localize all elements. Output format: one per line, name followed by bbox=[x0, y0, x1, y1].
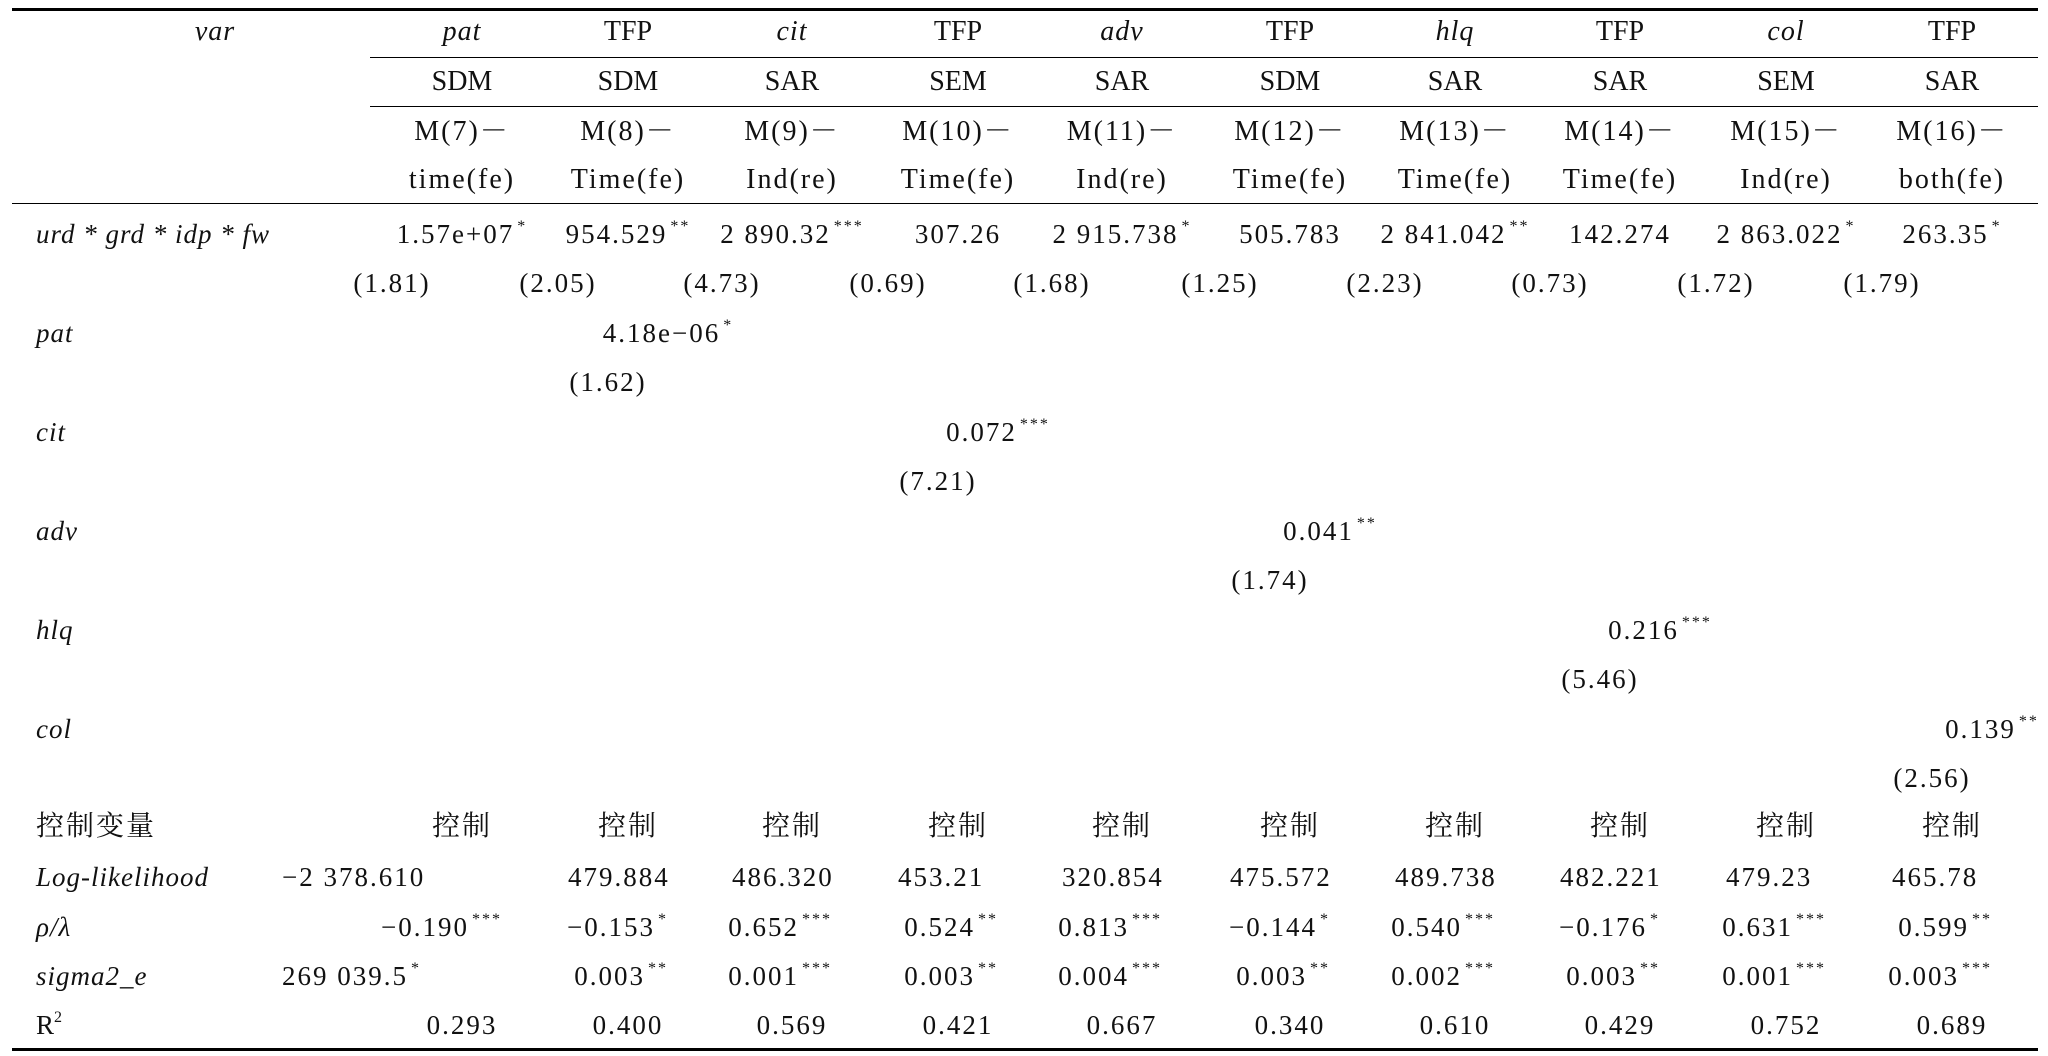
rho-3-text: 0.524 bbox=[904, 912, 975, 942]
hlq-t-text: (5.46) bbox=[1561, 664, 1639, 694]
header-spec-b-8-text: Ind(re) bbox=[1740, 164, 1832, 195]
header-spec-a-3-text: M(10)－ bbox=[902, 116, 1014, 147]
r2-3-text: 0.421 bbox=[922, 1010, 994, 1040]
header-var-9-text: col bbox=[1767, 16, 1805, 47]
bottom-rule bbox=[12, 1048, 2038, 1051]
header-spec-a-5 bbox=[1207, 117, 1373, 147]
controls-9-text: 控制 bbox=[1921, 809, 1982, 842]
hlq-t bbox=[1517, 664, 1683, 694]
interaction-t-6 bbox=[1302, 268, 1468, 298]
rho-7-significance: * bbox=[1650, 911, 1660, 928]
controls-4 bbox=[1039, 811, 1205, 841]
row-label-loglik-text: Log-likelihood bbox=[36, 862, 209, 892]
header-model-8-text: SEM bbox=[1757, 66, 1815, 97]
sigma-6-text: 0.002 bbox=[1391, 961, 1462, 991]
interaction-t-5 bbox=[1137, 268, 1303, 298]
header-var-2 bbox=[545, 17, 711, 47]
header-spec-a-3 bbox=[875, 117, 1041, 147]
pat-t bbox=[525, 367, 691, 397]
sigma-9-significance: *** bbox=[1962, 960, 1992, 977]
interaction-coef-9-significance: * bbox=[1991, 218, 2002, 235]
interaction-t-1-text: (2.05) bbox=[519, 268, 597, 298]
r2-6-text: 0.610 bbox=[1419, 1010, 1491, 1040]
col-coef-significance: ** bbox=[2018, 713, 2039, 730]
header-model-7 bbox=[1537, 67, 1703, 97]
header-spec-a-6-text: M(13)－ bbox=[1399, 116, 1511, 147]
controls-6 bbox=[1372, 811, 1538, 841]
r2-9 bbox=[1869, 1010, 2035, 1040]
interaction-t-9-text: (1.79) bbox=[1843, 268, 1921, 298]
header-bottom-rule bbox=[12, 203, 2038, 204]
header-spec-b-6 bbox=[1372, 165, 1538, 195]
interaction-coef-1-significance: ** bbox=[670, 218, 691, 235]
header-model-0-text: SDM bbox=[431, 66, 493, 97]
r2-0-text: 0.293 bbox=[426, 1010, 498, 1040]
interaction-coef-7-text: 142.274 bbox=[1569, 219, 1671, 249]
sigma-0-significance: * bbox=[411, 960, 421, 977]
rho-7-text: −0.176 bbox=[1559, 912, 1647, 942]
header-var-1-text: pat bbox=[442, 16, 482, 47]
interaction-coef-5-text: 505.783 bbox=[1239, 219, 1341, 249]
interaction-coef-4 bbox=[1039, 219, 1205, 249]
header-var-5 bbox=[1039, 17, 1205, 47]
header-spec-b-2-text: Ind(re) bbox=[746, 164, 838, 195]
header-var-3-text: cit bbox=[776, 16, 808, 47]
rho-6-text: 0.540 bbox=[1391, 912, 1462, 942]
row-label-pat bbox=[36, 318, 74, 348]
interaction-t-3 bbox=[805, 268, 971, 298]
sigma-2-significance: *** bbox=[802, 960, 832, 977]
sigma-0-text: 269 039.5 bbox=[282, 961, 408, 991]
interaction-t-2 bbox=[639, 268, 805, 298]
interaction-coef-1-text: 954.529 bbox=[565, 219, 668, 249]
header-model-2-text: SAR bbox=[764, 66, 820, 97]
loglik-0 bbox=[282, 862, 425, 892]
pat-coef-text: 4.18e−06 bbox=[602, 318, 721, 348]
adv-coef-text: 0.041 bbox=[1283, 516, 1354, 546]
interaction-t-0 bbox=[309, 268, 475, 298]
interaction-t-5-text: (1.25) bbox=[1181, 268, 1259, 298]
row-label-pat-text: pat bbox=[36, 318, 74, 348]
interaction-coef-4-significance: * bbox=[1181, 218, 1192, 235]
rho-8-text: 0.631 bbox=[1722, 912, 1793, 942]
rho-5-significance: * bbox=[1320, 911, 1330, 928]
pat-t-text: (1.62) bbox=[569, 367, 647, 397]
header-model-3-text: SEM bbox=[929, 66, 987, 97]
header-spec-b-4-text: Ind(re) bbox=[1076, 164, 1168, 195]
r2-7 bbox=[1537, 1010, 1703, 1040]
r2-6 bbox=[1372, 1010, 1538, 1040]
interaction-coef-5 bbox=[1207, 219, 1373, 249]
header-var-7 bbox=[1372, 17, 1538, 47]
header-spec-a-8 bbox=[1703, 117, 1869, 147]
header-spec-a-0-text: M(7)－ bbox=[414, 116, 510, 147]
loglik-2-text: 486.320 bbox=[732, 862, 834, 892]
interaction-coef-2-significance: *** bbox=[833, 218, 864, 235]
interaction-coef-8-text: 2 863.022 bbox=[1716, 219, 1843, 249]
interaction-t-3-text: (0.69) bbox=[849, 268, 927, 298]
row-label-interaction-text: urd * grd * idp * fw bbox=[36, 219, 271, 249]
header-model-1 bbox=[545, 67, 711, 97]
row-label-r2 bbox=[36, 1010, 62, 1040]
col-t bbox=[1849, 763, 2015, 793]
header-model-6-text: SAR bbox=[1427, 66, 1483, 97]
row-label-controls bbox=[36, 811, 156, 841]
cit-t bbox=[855, 466, 1021, 496]
sigma-9 bbox=[1652, 961, 1992, 991]
row-label-rho bbox=[36, 912, 71, 942]
sigma-3-significance: ** bbox=[978, 960, 998, 977]
interaction-t-8-text: (1.72) bbox=[1677, 268, 1755, 298]
r2-3 bbox=[875, 1010, 1041, 1040]
col-t-text: (2.56) bbox=[1893, 763, 1971, 793]
header-spec-b-9-text: both(fe) bbox=[1898, 164, 2006, 195]
header-spec-b-2 bbox=[709, 165, 875, 195]
rho-5-text: −0.144 bbox=[1229, 912, 1317, 942]
loglik-3 bbox=[898, 862, 984, 892]
header-spec-a-7 bbox=[1537, 117, 1703, 147]
loglik-7-text: 482.221 bbox=[1560, 862, 1662, 892]
header-var-10-text: TFP bbox=[1927, 16, 1977, 47]
interaction-coef-8-significance: * bbox=[1845, 218, 1856, 235]
interaction-t-0-text: (1.81) bbox=[353, 268, 431, 298]
controls-3-text: 控制 bbox=[927, 809, 988, 842]
row-label-cit-text: cit bbox=[36, 417, 66, 447]
header-model-8 bbox=[1703, 67, 1869, 97]
controls-7-text: 控制 bbox=[1589, 809, 1650, 842]
interaction-coef-3 bbox=[875, 219, 1041, 249]
header-spec-b-4 bbox=[1039, 165, 1205, 195]
row-label-r2-text: R bbox=[36, 1010, 55, 1040]
sigma-5-text: 0.003 bbox=[1236, 961, 1307, 991]
controls-3 bbox=[875, 811, 1041, 841]
sigma-9-text: 0.003 bbox=[1888, 961, 1959, 991]
row-label-hlq-text: hlq bbox=[36, 615, 74, 645]
interaction-coef-0-text: 1.57e+07 bbox=[396, 219, 515, 249]
row-label-adv-text: adv bbox=[36, 516, 78, 546]
row-label-sigma bbox=[36, 961, 148, 991]
header-model-5 bbox=[1207, 67, 1373, 97]
rho-9-significance: ** bbox=[1972, 911, 1992, 928]
interaction-coef-0 bbox=[379, 219, 545, 249]
row-label-adv bbox=[36, 516, 78, 546]
controls-2-text: 控制 bbox=[761, 809, 822, 842]
interaction-coef-9-text: 263.35 bbox=[1902, 219, 1989, 249]
header-spec-a-6 bbox=[1372, 117, 1538, 147]
interaction-t-7 bbox=[1467, 268, 1633, 298]
loglik-6-text: 489.738 bbox=[1395, 862, 1497, 892]
r2-5 bbox=[1207, 1010, 1373, 1040]
cit-t-text: (7.21) bbox=[899, 466, 977, 496]
interaction-t-4 bbox=[969, 268, 1135, 298]
header-spec-b-1 bbox=[545, 165, 711, 195]
interaction-t-4-text: (1.68) bbox=[1013, 268, 1091, 298]
col-coef bbox=[1909, 714, 2048, 744]
header-spec-b-7 bbox=[1537, 165, 1703, 195]
rho-6-significance: *** bbox=[1465, 911, 1495, 928]
interaction-coef-2-text: 2 890.32 bbox=[720, 219, 831, 249]
header-model-5-text: SDM bbox=[1259, 66, 1321, 97]
r2-8-text: 0.752 bbox=[1750, 1010, 1822, 1040]
rho-9-text: 0.599 bbox=[1898, 912, 1969, 942]
rho-9 bbox=[1652, 912, 1992, 942]
header-model-0 bbox=[379, 67, 545, 97]
rho-0-text: −0.190 bbox=[381, 912, 469, 942]
interaction-t-6-text: (2.23) bbox=[1346, 268, 1424, 298]
rho-2-significance: *** bbox=[802, 911, 832, 928]
row-label-col bbox=[36, 714, 72, 744]
header-spec-a-5-text: M(12)－ bbox=[1234, 116, 1346, 147]
controls-8 bbox=[1703, 811, 1869, 841]
header-model-2 bbox=[709, 67, 875, 97]
interaction-coef-6-significance: ** bbox=[1509, 218, 1530, 235]
rho-8-significance: *** bbox=[1796, 911, 1826, 928]
controls-8-text: 控制 bbox=[1755, 809, 1816, 842]
loglik-1 bbox=[568, 862, 670, 892]
rho-2-text: 0.652 bbox=[728, 912, 799, 942]
header-model-7-text: SAR bbox=[1592, 66, 1648, 97]
header-spec-b-8 bbox=[1703, 165, 1869, 195]
interaction-coef-6-text: 2 841.042 bbox=[1380, 219, 1507, 249]
interaction-coef-8 bbox=[1703, 219, 1869, 249]
header-spec-b-0-text: time(fe) bbox=[408, 164, 516, 195]
header-spec-b-9 bbox=[1869, 165, 2035, 195]
header-spec-a-9 bbox=[1869, 117, 2035, 147]
r2-7-text: 0.429 bbox=[1584, 1010, 1656, 1040]
sigma-1-significance: ** bbox=[648, 960, 668, 977]
header-spec-a-1 bbox=[545, 117, 711, 147]
cit-coef-significance: *** bbox=[1019, 416, 1050, 433]
r2-0 bbox=[379, 1010, 545, 1040]
header-var-0 bbox=[132, 17, 298, 47]
loglik-9 bbox=[1892, 862, 1978, 892]
header-rule-1 bbox=[370, 57, 2038, 58]
adv-coef-significance: ** bbox=[1356, 515, 1377, 532]
row-label-col-text: col bbox=[36, 714, 72, 744]
interaction-coef-4-text: 2 915.738 bbox=[1052, 219, 1179, 249]
controls-1 bbox=[545, 811, 711, 841]
interaction-t-9 bbox=[1799, 268, 1965, 298]
sigma-6-significance: *** bbox=[1465, 960, 1495, 977]
loglik-5 bbox=[1230, 862, 1332, 892]
hlq-coef-significance: *** bbox=[1681, 614, 1712, 631]
header-spec-b-7-text: Time(fe) bbox=[1562, 164, 1678, 195]
header-spec-a-8-text: M(15)－ bbox=[1730, 116, 1842, 147]
controls-1-text: 控制 bbox=[597, 809, 658, 842]
rho-4-text: 0.813 bbox=[1058, 912, 1129, 942]
sigma-8-significance: *** bbox=[1796, 960, 1826, 977]
cit-coef bbox=[915, 417, 1081, 447]
r2-2 bbox=[709, 1010, 875, 1040]
sigma-2-text: 0.001 bbox=[728, 961, 799, 991]
sigma-5-significance: ** bbox=[1310, 960, 1330, 977]
interaction-t-8 bbox=[1633, 268, 1799, 298]
row-label-interaction bbox=[36, 219, 270, 249]
row-label-rho-text: ρ/λ bbox=[36, 912, 72, 942]
header-rule-2 bbox=[370, 106, 2038, 107]
adv-coef bbox=[1247, 516, 1413, 546]
header-var-2-text: TFP bbox=[603, 16, 653, 47]
row-label-cit bbox=[36, 417, 66, 447]
sigma-8-text: 0.001 bbox=[1722, 961, 1793, 991]
row-label-controls-text: 控制变量 bbox=[36, 809, 157, 842]
sigma-3-text: 0.003 bbox=[904, 961, 975, 991]
header-spec-b-3-text: Time(fe) bbox=[900, 164, 1016, 195]
header-var-3 bbox=[709, 17, 875, 47]
hlq-coef bbox=[1577, 615, 1743, 645]
interaction-t-7-text: (0.73) bbox=[1511, 268, 1589, 298]
loglik-3-text: 453.21 bbox=[898, 862, 985, 892]
r2-1-text: 0.400 bbox=[592, 1010, 664, 1040]
adv-t bbox=[1187, 565, 1353, 595]
header-spec-b-5-text: Time(fe) bbox=[1232, 164, 1348, 195]
r2-8 bbox=[1703, 1010, 1869, 1040]
sigma-4-text: 0.004 bbox=[1058, 961, 1129, 991]
header-model-9 bbox=[1869, 67, 2035, 97]
top-rule bbox=[12, 8, 2038, 11]
loglik-8 bbox=[1726, 862, 1812, 892]
header-var-9 bbox=[1703, 17, 1869, 47]
header-model-1-text: SDM bbox=[597, 66, 659, 97]
sigma-7-significance: ** bbox=[1640, 960, 1660, 977]
header-var-4-text: TFP bbox=[933, 16, 983, 47]
header-var-10 bbox=[1869, 17, 2035, 47]
r2-9-text: 0.689 bbox=[1916, 1010, 1988, 1040]
pat-coef bbox=[585, 318, 751, 348]
header-spec-b-6-text: Time(fe) bbox=[1397, 164, 1513, 195]
header-var-6 bbox=[1207, 17, 1373, 47]
loglik-4 bbox=[1062, 862, 1164, 892]
loglik-0-text: −2 378.610 bbox=[282, 862, 426, 892]
rho-4-significance: *** bbox=[1132, 911, 1162, 928]
loglik-2 bbox=[732, 862, 834, 892]
interaction-coef-3-text: 307.26 bbox=[914, 219, 1002, 249]
row-label-hlq bbox=[36, 615, 74, 645]
header-var-8-text: TFP bbox=[1595, 16, 1645, 47]
controls-7 bbox=[1537, 811, 1703, 841]
interaction-coef-9 bbox=[1869, 219, 2035, 249]
interaction-coef-7 bbox=[1537, 219, 1703, 249]
header-var-6-text: TFP bbox=[1265, 16, 1315, 47]
header-var-5-text: adv bbox=[1100, 16, 1144, 47]
header-model-4 bbox=[1039, 67, 1205, 97]
interaction-t-1 bbox=[475, 268, 641, 298]
adv-t-text: (1.74) bbox=[1231, 565, 1309, 595]
controls-6-text: 控制 bbox=[1424, 809, 1485, 842]
header-spec-b-5 bbox=[1207, 165, 1373, 195]
controls-0-text: 控制 bbox=[431, 809, 492, 842]
loglik-6 bbox=[1395, 862, 1497, 892]
row-label-loglik bbox=[36, 862, 209, 892]
header-var-8 bbox=[1537, 17, 1703, 47]
rho-0-significance: *** bbox=[472, 911, 502, 928]
r2-4 bbox=[1039, 1010, 1205, 1040]
header-model-4-text: SAR bbox=[1094, 66, 1150, 97]
rho-1-text: −0.153 bbox=[567, 912, 655, 942]
row-label-r2-superscript: 2 bbox=[54, 1009, 63, 1026]
row-label-sigma-text: sigma2_e bbox=[36, 961, 148, 991]
hlq-coef-text: 0.216 bbox=[1608, 615, 1679, 645]
header-spec-a-2-text: M(9)－ bbox=[744, 116, 840, 147]
header-spec-b-0 bbox=[379, 165, 545, 195]
sigma-7-text: 0.003 bbox=[1566, 961, 1637, 991]
loglik-1-text: 479.884 bbox=[568, 862, 670, 892]
controls-9 bbox=[1869, 811, 2035, 841]
header-spec-a-4-text: M(11)－ bbox=[1066, 116, 1178, 147]
header-spec-a-1-text: M(8)－ bbox=[580, 116, 676, 147]
header-model-3 bbox=[875, 67, 1041, 97]
loglik-7 bbox=[1560, 862, 1662, 892]
loglik-5-text: 475.572 bbox=[1230, 862, 1332, 892]
header-var-1 bbox=[379, 17, 545, 47]
loglik-4-text: 320.854 bbox=[1062, 862, 1164, 892]
header-spec-a-7-text: M(14)－ bbox=[1564, 116, 1676, 147]
loglik-9-text: 465.78 bbox=[1892, 862, 1979, 892]
header-var-4 bbox=[875, 17, 1041, 47]
interaction-coef-1 bbox=[545, 219, 711, 249]
col-coef-text: 0.139 bbox=[1945, 714, 2016, 744]
cit-coef-text: 0.072 bbox=[946, 417, 1017, 447]
pat-coef-significance: * bbox=[723, 317, 734, 334]
controls-4-text: 控制 bbox=[1091, 809, 1152, 842]
header-spec-a-2 bbox=[709, 117, 875, 147]
header-spec-b-3 bbox=[875, 165, 1041, 195]
header-var-7-text: hlq bbox=[1435, 16, 1475, 47]
loglik-8-text: 479.23 bbox=[1726, 862, 1813, 892]
r2-1 bbox=[545, 1010, 711, 1040]
rho-3-significance: ** bbox=[978, 911, 998, 928]
header-spec-b-1-text: Time(fe) bbox=[570, 164, 686, 195]
controls-5 bbox=[1207, 811, 1373, 841]
header-spec-a-9-text: M(16)－ bbox=[1896, 116, 2008, 147]
sigma-4-significance: *** bbox=[1132, 960, 1162, 977]
header-var-0-text: var bbox=[194, 16, 236, 47]
header-model-6 bbox=[1372, 67, 1538, 97]
controls-0 bbox=[379, 811, 545, 841]
interaction-coef-6 bbox=[1372, 219, 1538, 249]
r2-5-text: 0.340 bbox=[1254, 1010, 1326, 1040]
controls-2 bbox=[709, 811, 875, 841]
interaction-coef-0-significance: * bbox=[517, 218, 528, 235]
r2-4-text: 0.667 bbox=[1086, 1010, 1158, 1040]
header-spec-a-0 bbox=[379, 117, 545, 147]
sigma-1-text: 0.003 bbox=[574, 961, 645, 991]
r2-2-text: 0.569 bbox=[756, 1010, 828, 1040]
rho-1-significance: * bbox=[658, 911, 668, 928]
interaction-t-2-text: (4.73) bbox=[683, 268, 761, 298]
header-model-9-text: SAR bbox=[1924, 66, 1980, 97]
interaction-coef-2 bbox=[709, 219, 875, 249]
controls-5-text: 控制 bbox=[1259, 809, 1320, 842]
header-spec-a-4 bbox=[1039, 117, 1205, 147]
